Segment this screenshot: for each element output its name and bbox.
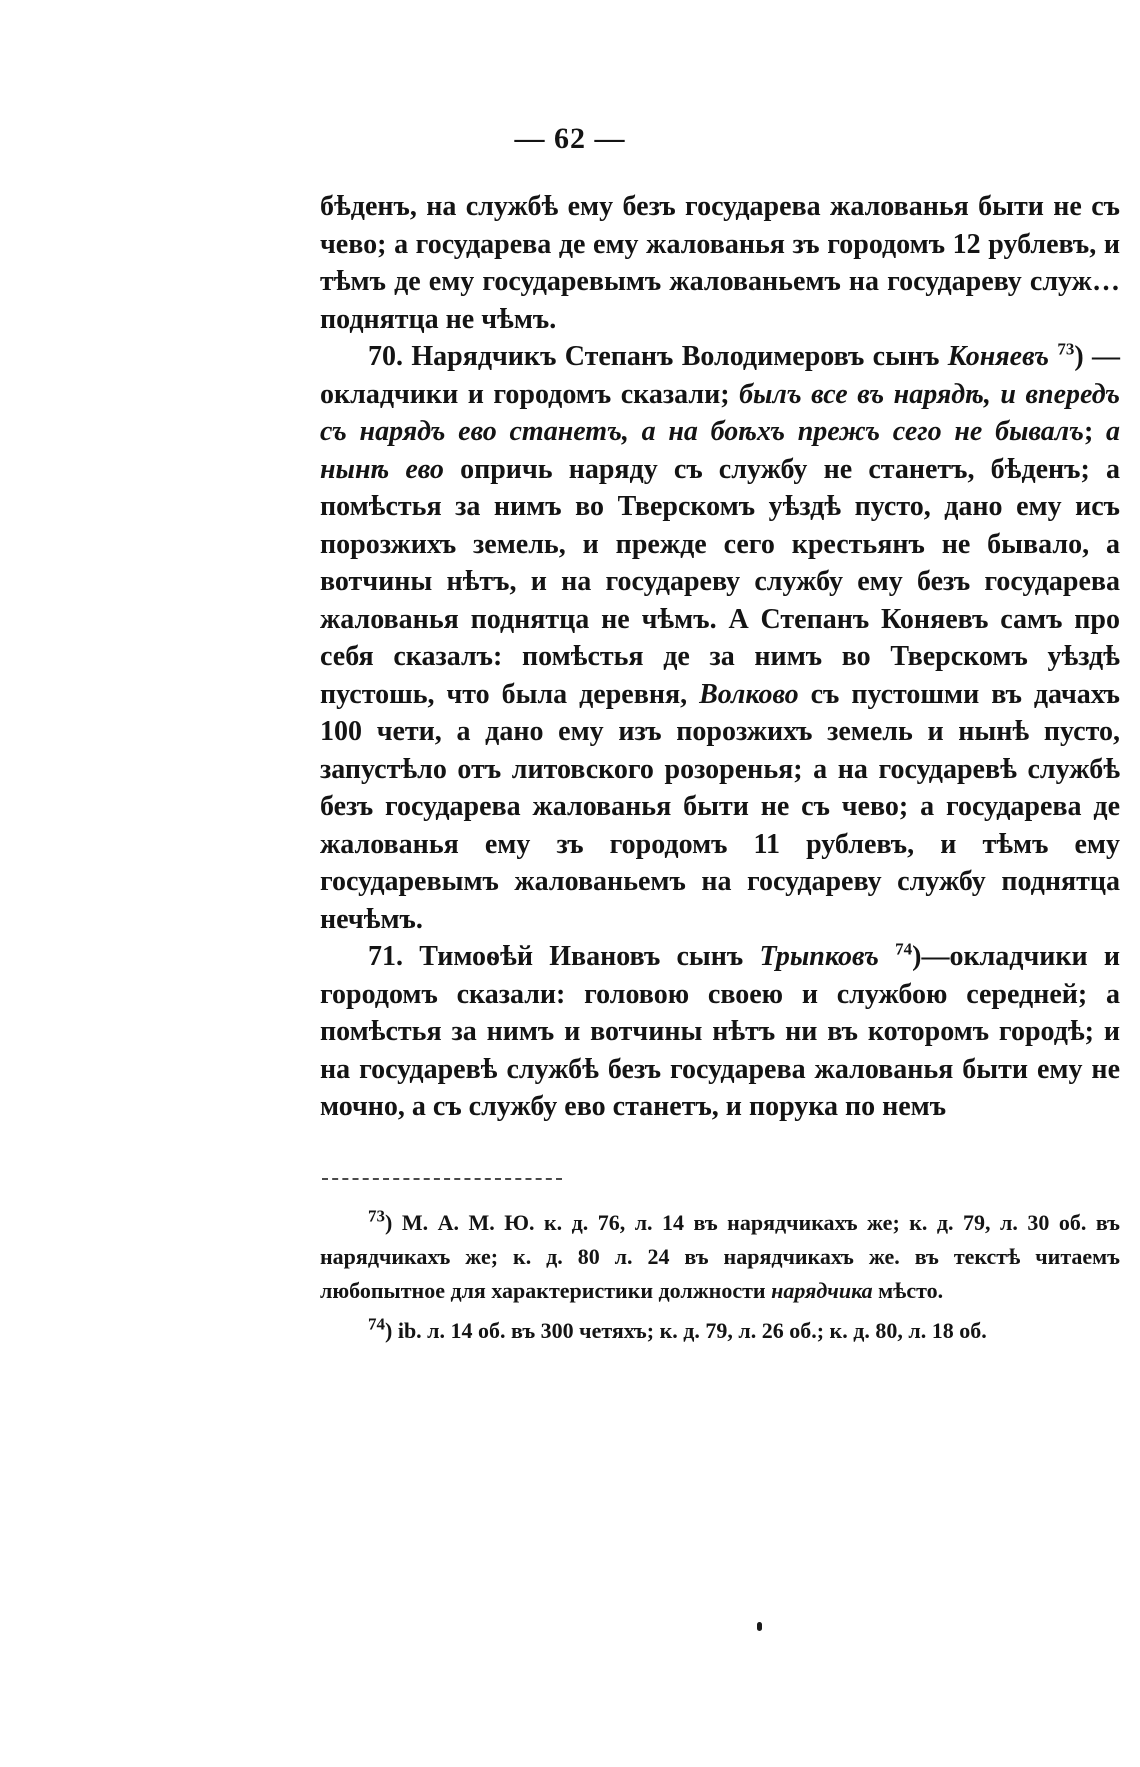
footnote-73-term: нарядчика: [771, 1278, 873, 1303]
footnote-73-text-2: мѣсто.: [872, 1278, 944, 1303]
footnote-ref-73: 73: [1057, 339, 1075, 359]
entry-71-surname: Трыпковъ: [759, 941, 879, 972]
entry-70-text-4: съ пустошми въ дачахъ 100 чети, а дано ему изъ порозжихъ земель и нынѣ пусто, запустѣло отъ литовского розоренья; а на государевѣ службѣ безъ государева жалованья быти не съ чево; а государева де жалованья ему зъ городомъ 11 рублевъ, и тѣмъ ему государевымъ жалованьемъ на государеву службу поднятца нечѣмъ.: [320, 678, 1120, 935]
paragraph-71: [320, 938, 1120, 1126]
footnote-73-text-1: ) М. А. М. Ю. к. д. 76, л. 14 въ нарядчикахъ же; к. д. 79, л. 30 об. въ нарядчикахъ же; к. д. 80 л. 24 въ нарядчикахъ же. въ текстѣ читаемъ любопытное для характеристики должности: [320, 1210, 1120, 1303]
entry-70-lead: 70. Нарядчикъ Степанъ Володимеровъ сынъ: [368, 341, 948, 372]
entry-70-text-3: опричь наряду съ службу не станетъ, бѣденъ; а помѣстья за нимъ во Тверскомъ уѣздѣ пусто, дано ему исъ порозжихъ земель, и прежде сего крестьянъ не бывало, а вотчины нѣтъ, и на государеву службу ему безъ государева жалованья поднятца не чѣмъ. А Степанъ Коняевъ самъ про себя сказалъ: помѣстья де за нимъ во Тверскомъ уѣздѣ пустошь, что была деревня,: [320, 453, 1120, 710]
footnote-74: [320, 1314, 1120, 1348]
entry-71-text-1: )—окладчики и городомъ сказали: головою своею и службою середней; а помѣстья за нимъ и вотчины нѣтъ ни въ которомъ городѣ; и на государевѣ службѣ безъ государева жалованья быти ему не мочно, а съ службу ево станетъ, и порука по немъ: [320, 941, 1120, 1122]
paragraph-70: [320, 338, 1120, 938]
entry-70-quote-2: а нынѣ ево: [320, 416, 1121, 485]
footnote-ref-74: 74: [895, 939, 913, 959]
paragraph-continuation: бѣденъ, на службѣ ему безъ государева жалованья быти не съ чево; а государева де ему жалованья зъ городомъ 12 рублевъ, и тѣмъ де ему государевымъ жалованьемъ на государеву служ… поднятца не чѣмъ.: [320, 191, 1120, 335]
entry-70-text-1: ) —окладчики и городомъ сказали;: [320, 341, 1120, 410]
entry-70-quote: былъ все въ нарядѣ, и впередъ съ нарядъ ево станетъ, а на боѣхъ прежъ сего не бывалъ: [320, 378, 1120, 447]
ink-dot: [757, 1622, 762, 1631]
footnotes: [320, 1206, 1120, 1354]
footnote-74-text-1: ) ib. л. 14 об. въ 300 четяхъ; к. д. 79, л. 26 об.; к. д. 80, л. 18 об.: [385, 1318, 987, 1343]
footnote-73: [320, 1206, 1120, 1308]
footnote-marker-73: 73: [368, 1206, 385, 1226]
entry-70-place: Волково: [699, 678, 799, 710]
footnote-separator: [322, 1178, 562, 1180]
entry-70-text-2: ;: [1083, 416, 1107, 447]
main-text: [320, 188, 1120, 1126]
page-number: — 62 —: [514, 122, 626, 155]
entry-71-lead: 71. Тимоѳѣй Ивановъ сынъ: [368, 941, 760, 972]
footnote-marker-74: 74: [368, 1314, 385, 1334]
entry-70-surname: Коняевъ: [947, 341, 1049, 372]
